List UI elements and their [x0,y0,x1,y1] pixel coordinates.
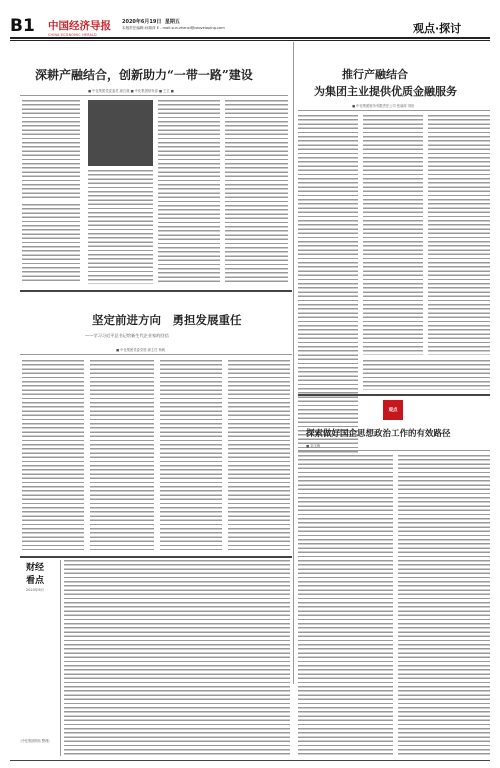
brief-text [64,560,290,756]
masthead-rule-thin [10,40,490,41]
article4-title: 探索做好国企思想政治工作的有效路径 [306,429,451,439]
editor-line: 本版责任编辑:孙瑞萍 E - mail:sun.zhenzi@ceoveloping.com [122,26,225,30]
article2-col3-text [428,115,490,355]
article2-byline: ■ 中化集团财务有限责任公司 张丽萍 刘世 [352,104,415,108]
article1-pullquote [88,100,153,166]
article4-badge-text: 观点 [388,408,398,413]
article-separator [20,290,292,292]
article1-rule [20,95,288,96]
article2-title-line1: 推行产融结合 [342,68,408,81]
article1-byline: ■ 中化集团党委委员 副总裁 ■ 中化集团财务部 ■ 王卫 ■ [88,89,174,93]
page-bottom-rule [10,760,490,761]
article2-col2-text [363,115,423,355]
article3-title: 坚定前进方向 勇担发展重任 [92,313,242,327]
issue-date: 2020年6月19日 星期五 [122,19,180,25]
sidebar-label-top: 财经 [25,563,44,573]
article2-col2-bottom [363,360,490,390]
paper-name: 中国经济导报 [48,20,111,32]
brief-separator [20,556,292,558]
article3-rule [20,354,292,355]
masthead-rule [10,37,490,39]
paper-logo [48,18,120,37]
article3-col1-text [22,360,84,550]
sidebar-divider [60,560,61,756]
article2-rule [298,110,490,111]
sidebar-brief-label [14,560,56,593]
sidebar-footer: (中化集团网站 整理) [20,739,50,743]
article1-col4-text [225,100,288,284]
article4-byline: ■ 刘玉梅 [306,444,321,448]
paper-name-en: CHINA ECONOMIC HERALD [48,33,97,37]
sidebar-date: 2020年6月 [25,588,45,592]
article1-col3-text [158,100,220,284]
article4-top-rule [298,394,490,396]
article3-byline: ■ 中化集团党委党校 副主任 杨帆 [116,348,166,352]
article4-rule [298,450,490,451]
article4-badge [383,400,403,420]
article1-col1-text-b [22,204,80,284]
page-number: B1 [10,16,35,36]
article2-title-line2: 为集团主业提供优质金融服务 [314,85,457,98]
column-divider [293,42,294,684]
article4-col1-text [298,455,393,755]
section-label: 观点·探讨 [413,22,462,35]
article3-col4-text [228,360,290,550]
article1-col1-text [22,100,80,198]
article3-col2-text [90,360,154,550]
article3-subtitle: ——学习习近平总书记给新生代企业家的回信 [85,333,169,338]
article1-col2-text [88,170,153,284]
sidebar-label-bottom: 看点 [25,576,44,586]
article4-col2-text [398,455,490,755]
article3-col3-text [160,360,222,550]
article1-title: 深耕产融结合，创新助力“一带一路”建设 [35,68,253,82]
